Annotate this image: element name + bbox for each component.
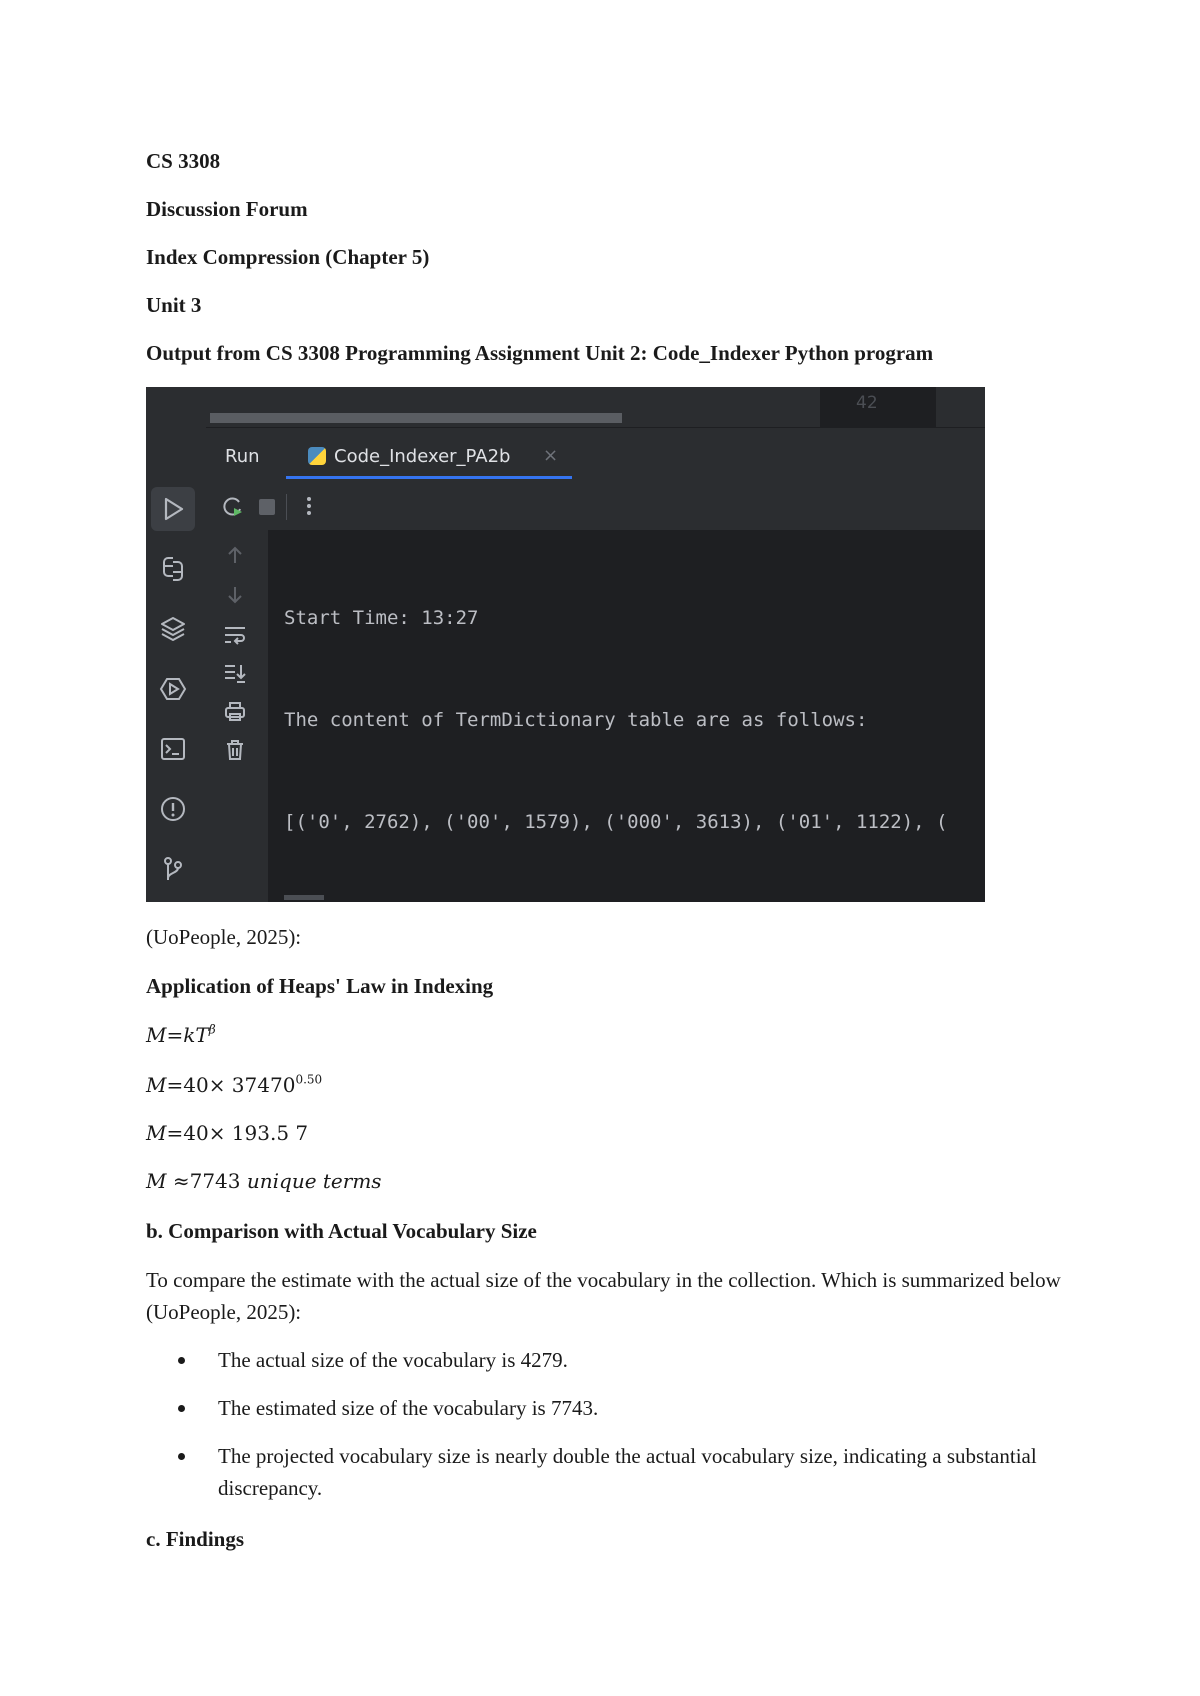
console-line: Start Time: 13:27: [284, 607, 479, 629]
console-scrollbar[interactable]: [284, 895, 324, 900]
course-code: CS 3308: [146, 149, 221, 173]
terminal-icon[interactable]: [151, 727, 195, 771]
print-icon[interactable]: [223, 700, 247, 727]
heaps-heading: Application of Heaps' Law in Indexing: [146, 974, 494, 998]
eq-var: M: [146, 1023, 167, 1047]
topic-title: Index Compression (Chapter 5): [146, 245, 430, 269]
eq-exponent: 0.50: [295, 1072, 323, 1087]
layers-icon[interactable]: [151, 607, 195, 651]
eq-unit: unique terms: [246, 1169, 382, 1193]
findings-heading: c. Findings: [146, 1527, 245, 1551]
equation-heaps-law: [146, 1020, 216, 1050]
close-tab-icon[interactable]: ×: [543, 445, 559, 466]
eq-var: M: [146, 1169, 167, 1193]
bullet-icon: [178, 1357, 185, 1364]
bullet-icon: [178, 1453, 185, 1460]
horizontal-scrollbar[interactable]: [210, 413, 622, 423]
equation-result: [146, 1166, 382, 1196]
line-number: 42: [856, 393, 878, 413]
citation: (UoPeople, 2025):: [146, 925, 302, 949]
console-output: [284, 533, 984, 902]
trash-icon[interactable]: [224, 738, 246, 767]
eq-exponent: β: [208, 1022, 216, 1037]
list-item-text: The estimated size of the vocabulary is 7743.: [218, 1396, 599, 1420]
rerun-icon[interactable]: [220, 494, 246, 525]
stop-icon[interactable]: [258, 498, 276, 521]
ide-run-screenshot: [146, 387, 985, 902]
eq-var: k: [183, 1023, 196, 1047]
console-line: [('0', 2762), ('00', 1579), ('000', 3613), ('01', 1122), (: [284, 811, 948, 833]
arrow-down-icon[interactable]: [224, 584, 246, 611]
more-icon[interactable]: [304, 492, 314, 525]
eq-var: M: [146, 1121, 167, 1145]
arrow-up-icon[interactable]: [224, 544, 246, 571]
soft-wrap-icon[interactable]: [223, 624, 247, 651]
bullet-icon: [178, 1405, 185, 1412]
python-file-icon: [308, 447, 326, 465]
eq-rhs: =40× 37470: [166, 1073, 296, 1097]
comparison-heading: b. Comparison with Actual Vocabulary Size: [146, 1219, 537, 1243]
toolbar-separator: [286, 494, 287, 520]
git-icon[interactable]: [151, 847, 195, 891]
ide-left-toolbar: [146, 387, 206, 902]
run-panel-label: Run: [225, 446, 260, 467]
tab-code-indexer[interactable]: Code_Indexer_PA2b: [334, 446, 511, 467]
comparison-intro: To compare the estimate with the actual size of the vocabulary in the collection. Which is summarized below (UoPeople, 2025):: [146, 1268, 1061, 1324]
run-toolbar: [206, 482, 985, 530]
list-item-text: The actual size of the vocabulary is 4279.: [218, 1348, 568, 1372]
unit-label: Unit 3: [146, 293, 202, 317]
eq-var: T: [195, 1023, 209, 1047]
scroll-to-end-icon[interactable]: [223, 662, 247, 689]
python-console-icon[interactable]: [151, 547, 195, 591]
eq-rhs: ≈7743: [166, 1169, 247, 1193]
services-icon[interactable]: [151, 667, 195, 711]
line-number-area: [820, 387, 936, 427]
problems-icon[interactable]: [151, 787, 195, 831]
console-gutter: [206, 530, 268, 902]
active-tab-indicator: [286, 476, 572, 479]
output-heading: Output from CS 3308 Programming Assignment Unit 2: Code_Indexer Python program: [146, 341, 934, 365]
eq-rhs: =40× 193.5 7: [166, 1121, 309, 1145]
eq-var: M: [146, 1073, 167, 1097]
eq-operator: =: [166, 1023, 184, 1047]
forum-title: Discussion Forum: [146, 197, 308, 221]
run-icon[interactable]: [151, 487, 195, 531]
equation-substitution: [146, 1070, 322, 1100]
list-item-text: The projected vocabulary size is nearly double the actual vocabulary size, indicating a substantial discrepancy.: [218, 1444, 1037, 1500]
console-line: The content of TermDictionary table are as follows:: [284, 709, 868, 731]
equation-evaluated: [146, 1118, 308, 1148]
